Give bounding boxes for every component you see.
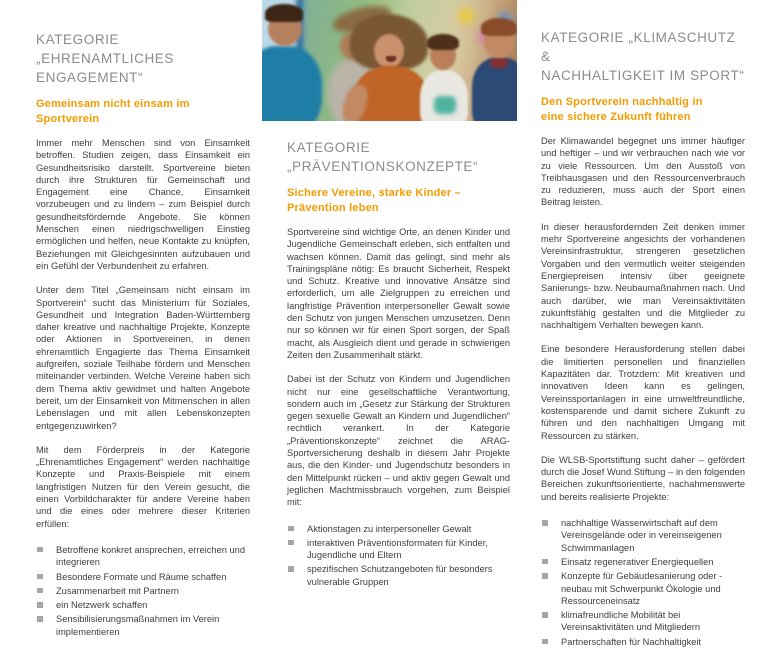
list-item-text: Besondere Formate und Räume schaffen [56, 571, 227, 582]
kicker-line2: „PRÄVENTIONSKONZEPTE“ [287, 159, 479, 174]
photo-girl-face [374, 34, 404, 68]
headline-line1: Den Sportverein nachhaltig in [541, 96, 703, 108]
photo-boy-shirt-print [434, 96, 456, 114]
list-item [36, 571, 250, 583]
bullet-square-icon [288, 566, 294, 572]
list-item-text: Betroffene konkret ansprechen, erreichen und integrieren [56, 544, 245, 568]
list-item-text: nachhaltige Wasserwirtschaft auf dem Vereinsgelände oder in vereinseigenen Schwimmanlagen [561, 518, 722, 553]
bullet-square-icon [542, 612, 548, 618]
children-running-photo [262, 0, 517, 121]
section-headline [287, 186, 510, 216]
body-paragraph: Dabei ist der Schutz von Kindern und Jugendlichen nicht nur eine gesellschaftliche Verantwortung, sondern auch im „Gesetz zur Stärkung der Strukturen gegen sexuelle Gewalt an Kindern und Jugendlichen“ rechtlich verankert. In der Kategorie „Präventionskonzepte“ zeichnet die ARAG-Sportversicherung deshalb in diesem Jahr Projekte aus, die den Kinder- und Jugendschutz besonders in den Mittelpunkt rücken – und aktiv gegen Gewalt und jeglichen Machtmissbrauch vorgehen, zum Beispiel mit: [287, 374, 510, 508]
list-item [541, 609, 745, 634]
kicker-line1: KATEGORIE [36, 32, 120, 47]
bullet-square-icon [542, 520, 548, 526]
body-paragraph: Immer mehr Menschen sind von Einsamkeit betroffen. Studien zeigen, dass Einsamkeit ein Gesundheitsrisiko darstellt. Sportvereine bieten durch ihre Strukturen für Gemeinschaft und Engagement eine Chance, Einsamkeit vorzubeugen und zu lindern – zum Beispiel durch gesundheitsfördernde Angebote. Sie können Menschen einen niedrigschwelligen Einstieg ermöglichen und helfen, neue Kontakte zu knüpfen, Beziehungen mit Gleichgesinnten aufzubauen und ein Gefühl der Verbundenheit zu erfahren. [36, 138, 250, 271]
bullet-square-icon [542, 639, 548, 645]
kicker-line1: KATEGORIE [287, 140, 371, 155]
list-item [36, 544, 250, 569]
headline-line2: eine sichere Zukunft führen [541, 111, 691, 123]
list-item [36, 585, 250, 597]
list-item-text: Partnerschaften für Nachhaltigkeit [561, 636, 702, 647]
body-paragraph: Unter dem Titel „Gemeinsam nicht einsam im Sportverein“ sucht das Ministerium für Soziales, Gesundheit und Integration Baden-Württemberg daher kreative und nachhaltige Projekte, Konzepte oder Aktionen in Sportvereinen, in denen ehrenamtlich Engagierte das Thema Einsamkeit aufgreifen, soziale Teilhabe fördern und Menschen miteinander verbinden. Welche Vereine haben sich dem Thema aktiv gewidmet und halten Angebote bereit, um der Einsamkeit von Mitmenschen in allen Lebenslagen und mit allen Lebenskonzepten entgegenzuwirken? [36, 285, 250, 431]
list-item-text: spezifischen Schutzangeboten für besonders vulnerable Gruppen [307, 564, 493, 587]
list-item [36, 613, 250, 638]
column-praeventionskonzepte [262, 0, 517, 590]
section-headline: Gemeinsam nicht einsam im Sportverein [36, 98, 190, 125]
kicker-line2: „EHRENAMTLICHES ENGAGEMENT“ [36, 51, 175, 85]
bullet-square-icon [37, 588, 43, 594]
examples-list [287, 523, 510, 588]
body-text [36, 137, 250, 530]
bullet-square-icon [37, 616, 43, 622]
body-paragraph: Mit dem Förderpreis in der Kategorie „Ehrenamtliches Engagement“ werden nachhaltige Konzepte und Praxis-Beispiele mit einem langfristigen Nutzen für den Verein gesucht, die einen Vorbildcharakter für andere Vereine haben und die eines oder mehrere dieser Kriterien erfüllen: [36, 444, 250, 529]
body-text [287, 226, 510, 509]
photo-boy-blue-collar [490, 58, 508, 68]
list-item-text: klimafreundliche Mobilität bei Vereinsaktivitäten und Mitgliedern [561, 610, 701, 633]
column-ehrenamtliches-engagement [36, 30, 250, 640]
list-item [541, 517, 745, 554]
photo-background-color-spot [458, 8, 474, 24]
photo-boy-teal-shirt [262, 46, 322, 121]
list-item-text: Zusammenarbeit mit Partnern [56, 585, 179, 596]
category-kicker [287, 138, 510, 176]
headline-line1: Sichere Vereine, starke Kinder – [287, 187, 461, 199]
body-paragraph: Die WLSB-Sportstiftung sucht daher – gefördert durch die Josef Wund Stiftung – in den folgenden Bereichen zukunftsorientierte, nachahmenswerte und bereits realisierte Projekte: [541, 454, 745, 502]
list-item-text: Einsatz regenerativer Energiequellen [561, 556, 714, 567]
category-kicker [36, 30, 250, 87]
list-item [287, 563, 510, 588]
list-item-text: Konzepte für Gebäudesanierung oder -neubau mit Schwerpunkt Ökologie und Ressourceneinsatz [561, 571, 723, 606]
body-text [541, 135, 745, 503]
list-item [541, 556, 745, 568]
list-item [541, 570, 745, 607]
middle-text-block [287, 138, 510, 588]
section-headline [541, 95, 745, 125]
list-item [287, 523, 510, 535]
bullet-square-icon [542, 573, 548, 579]
body-paragraph: Der Klimawandel begegnet uns immer häufiger und heftiger – und wir verbrauchen nach wie vor zu viele Ressourcen. Um den Ausstoß von Treibhausgasen und den Ressourcenverbrauch zu reduzieren, muss auch der Sport einen Beitrag leisten. [541, 136, 745, 208]
headline-line2: Prävention leben [287, 202, 379, 214]
list-item [287, 537, 510, 562]
photo-boy-white-hair [427, 34, 459, 50]
criteria-list [36, 544, 250, 638]
bullet-square-icon [288, 540, 294, 546]
list-item-text: ein Netzwerk schaffen [56, 600, 148, 611]
category-kicker [541, 28, 745, 85]
photo-girl-smile [386, 56, 396, 62]
list-item-text: Sensibilisierungsmaßnahmen im Verein implementieren [56, 614, 220, 637]
list-item [36, 599, 250, 611]
column-klimaschutz-nachhaltigkeit [541, 28, 745, 650]
bullet-square-icon [288, 526, 294, 532]
photo-boy-blue-hair [481, 18, 517, 36]
kicker-line1: KATEGORIE „KLIMASCHUTZ & [541, 30, 736, 64]
list-item [541, 636, 745, 648]
list-item-text: interaktiven Präventionsformaten für Kinder, Jugendliche und Eltern [307, 537, 488, 561]
bullet-square-icon [37, 602, 43, 608]
body-paragraph: In dieser herausfordernden Zeit denken immer mehr Sportvereine angesichts der vorhandenen Vereinsinfrastruktur, strengeren gesetzlichen Vorgaben und den vermutlich weiter steigenden Energiepreisen intensiv über geeignete Sanierungs- bzw. Neubaumaßnahmen nach. Und auch darüber, wie man Vereinsaktivitäten zukunftsfähig gestalten und die Mitglieder zu nachhaltigem Verhalten bewegen kann. [541, 221, 745, 331]
bullet-square-icon [542, 559, 548, 565]
list-item-text: Aktionstagen zu interpersoneller Gewalt [307, 523, 472, 534]
project-areas-list [541, 517, 745, 648]
body-paragraph: Sportvereine sind wichtige Orte, an denen Kinder und Jugendliche Gemeinschaft erleben, sich entfalten und wachsen können. Damit das gelingt, sind mehr als Trainingspläne nötig: Es braucht Sicherheit, Respekt und Schutz. Kreative und innovative Ansätze sind erforderlich, um alle Zielgruppen zu erreichen und langfristige Prävention interpersoneller Gewalt sowie den Schutz von jungen Menschen umzusetzen. Denn nur so können wir für einen Sport sorgen, der Spaß macht, als Ausgleich dient und gerade in schwierigen Zeiten den Zusammenhalt stärkt. [287, 227, 510, 360]
body-paragraph: Eine besondere Herausforderung stellen dabei die limitierten personellen und finanziellen Kapazitäten dar. Trotzdem: Mit kreativen und innovativen Ideen kann es gelingen, Vereinssportanlagen in eine umweltfreundliche, kostensparende und damit sichere Zukunft zu führen und den nachhaltigen Umgang mit Ressourcen zu stärken. [541, 344, 745, 441]
photo-boy-teal-hair [265, 4, 303, 22]
kicker-line2: NACHHALTIGKEIT IM SPORT“ [541, 68, 745, 83]
bullet-square-icon [37, 574, 43, 580]
